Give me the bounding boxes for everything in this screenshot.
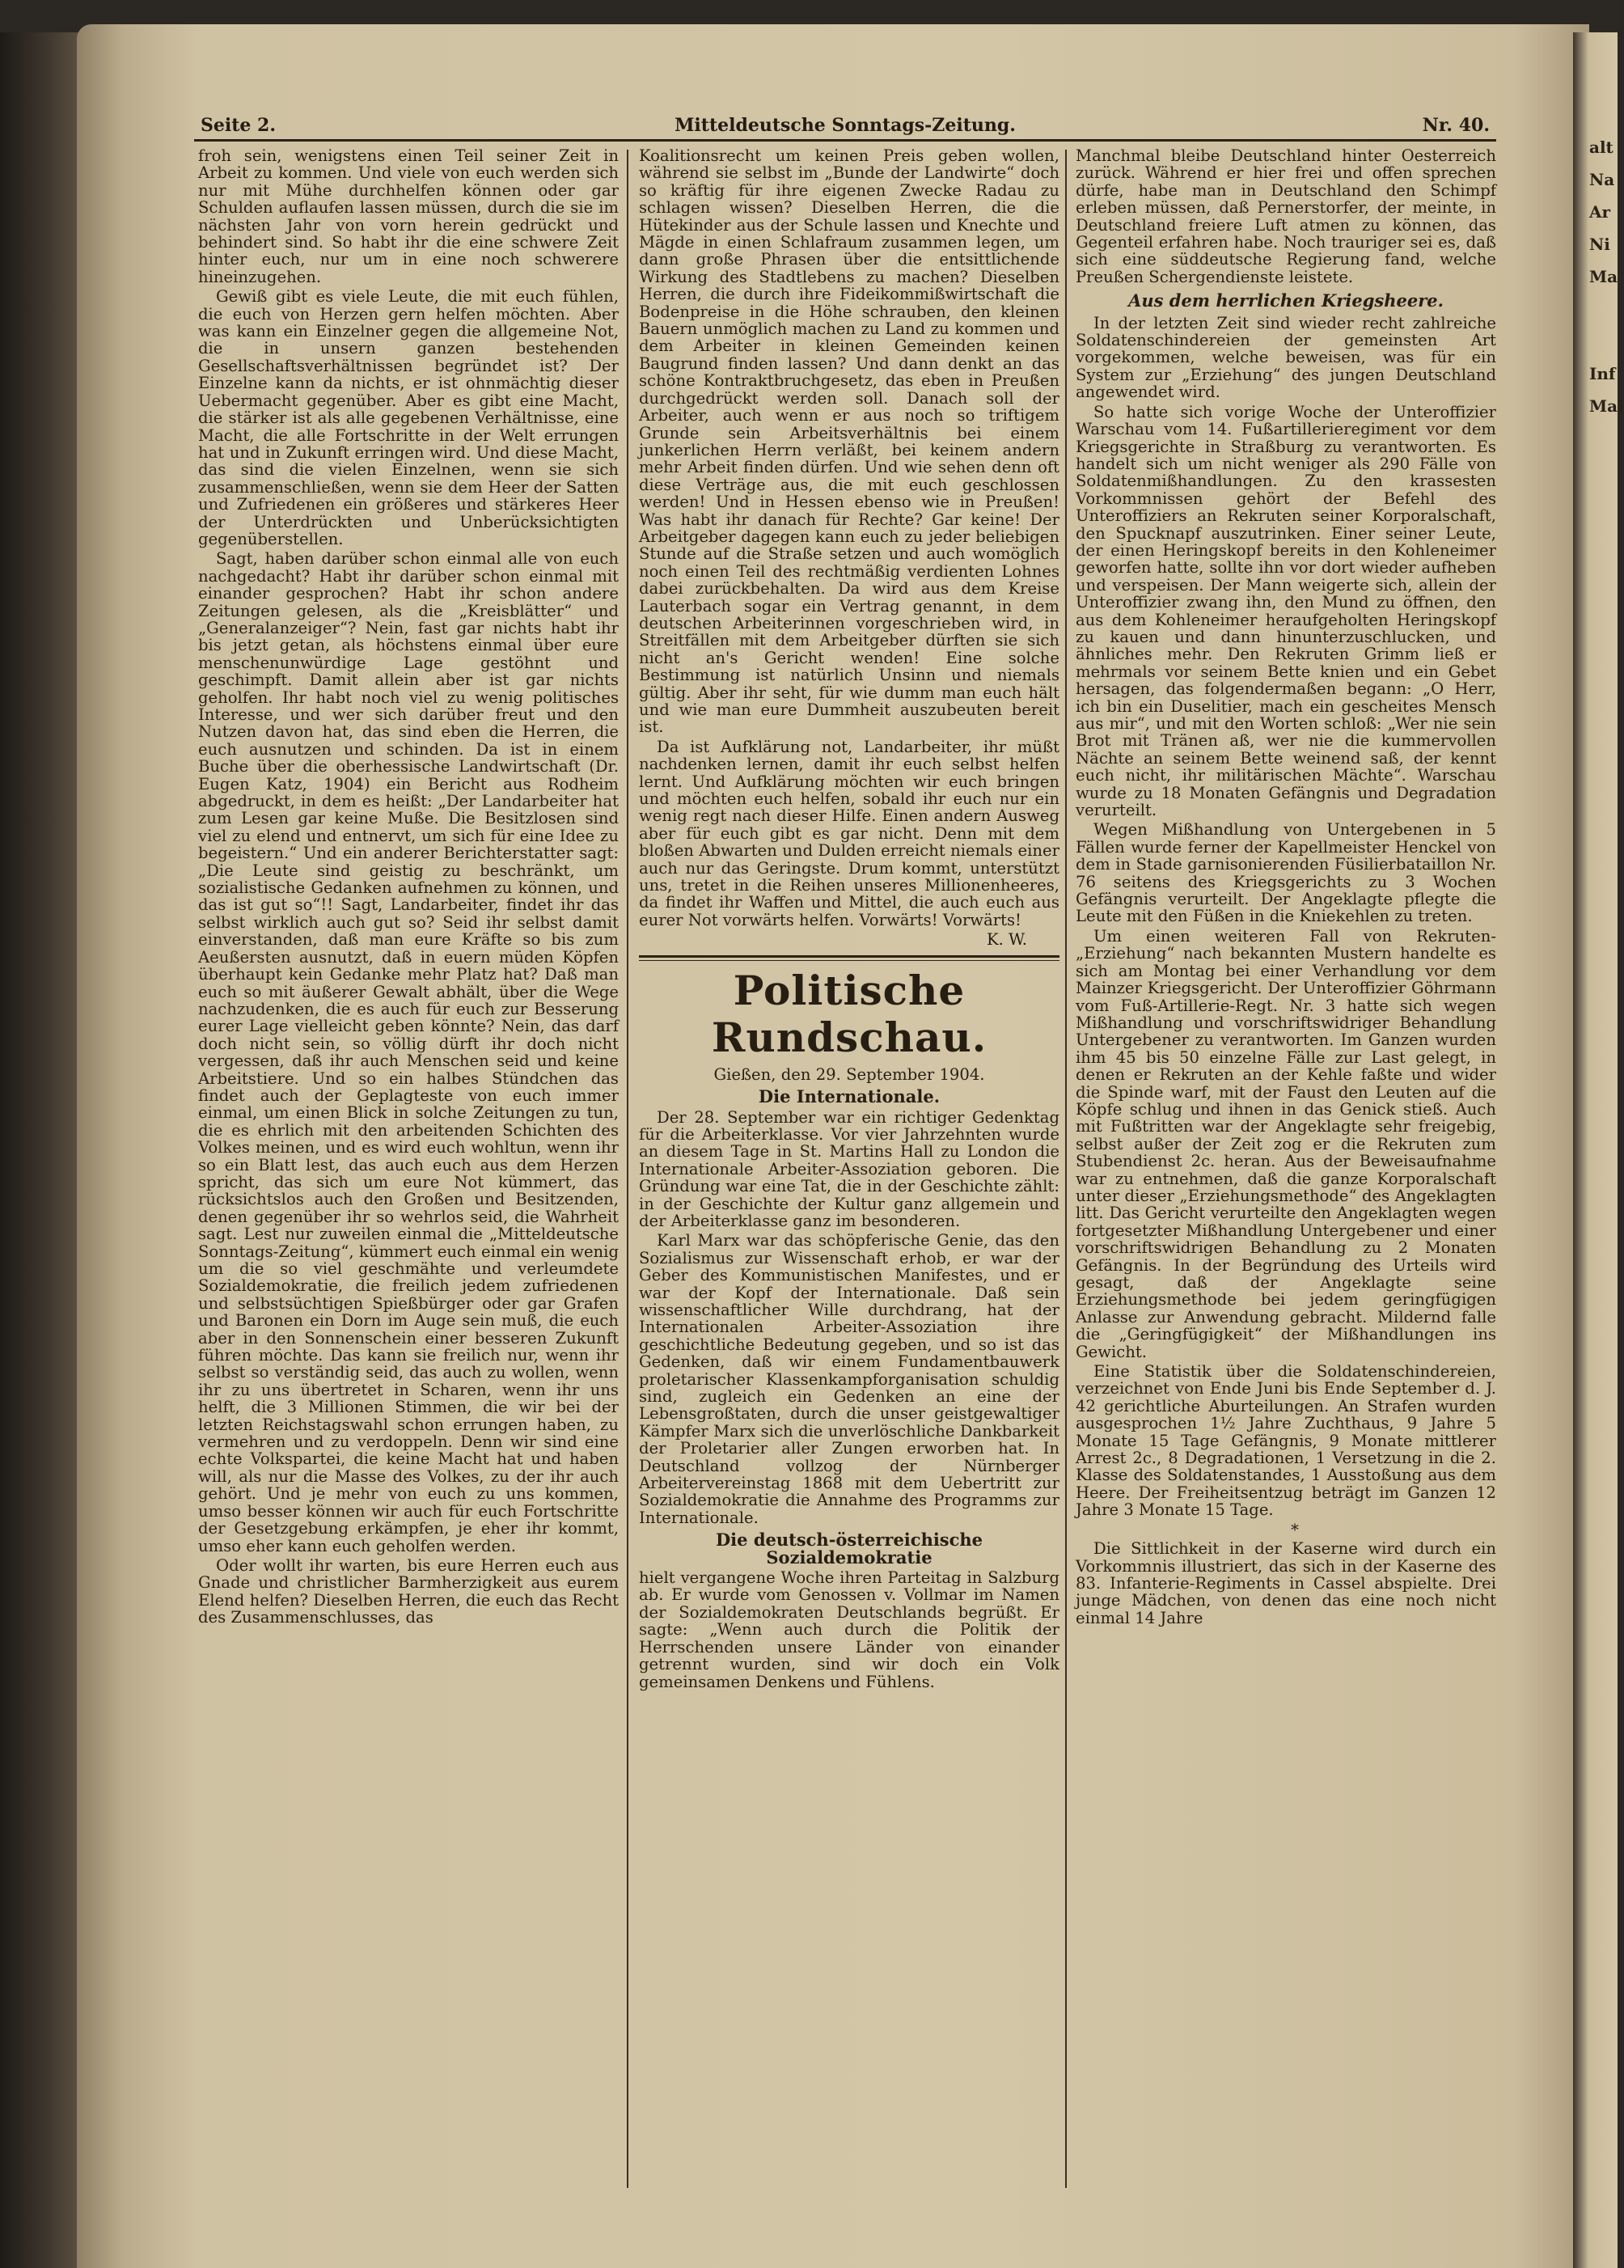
edge-fragment: Na (1589, 170, 1615, 189)
edge-fragment: alt (1589, 138, 1613, 157)
edge-fragment: Inf (1589, 364, 1616, 383)
column-rule (1065, 150, 1067, 2188)
paragraph: In der letzten Zeit sind wieder recht zahlreiche Soldatenschindereien der gemeinsten Art vorgekommen, welche beweisen, was für ein System zur „Erziehung“ des jungen Deutschland angewendet wird. (1076, 313, 1496, 402)
paragraph: Oder wollt ihr warten, bis eure Herren euch aus Gnade und christlicher Barmherzigkeit aus eurem Elend helfen? Dieselben Herren, die euch das Recht des Zusammenschlusses, das (198, 1555, 619, 1627)
paragraph: Die Sittlichkeit in der Kaserne wird durch ein Vorkommnis illustriert, das sich in der Kaserne des 83. Infanterie-Regiments in Cassel abspielte. Drei junge Mädchen, von denen das eine noch nicht einmal 14 Jahre (1076, 1539, 1496, 1627)
adjacent-page-edge (1573, 32, 1624, 2268)
paragraph: Karl Marx war das schöpferische Genie, das den Sozialismus zur Wissenschaft erhob, er war der Geber des Kommunistischen Manifestes, und er war der Kopf der Internationale. Daß sein wissenschaftlicher Wille durchdrang, hat der Internationalen Arbeiter-Assoziation ihre geschichtliche Bedeutung gegeben, und so ist das Gedenken, daß wir einem Fundamentbauwerk proletarischer Klassenkampforganisation schuldig sind, zugleich ein Gedenken an eine der Lebensgroßtaten, durch die unser geistgewaltiger Kämpfer Marx sich die unverlöschliche Dankbarkeit der Proletarier aller Zungen erworben hat. In Deutschland vollzog der Nürnberger Arbeitervereinstag 1868 mit dem Uebertritt zur Sozialdemokratie die Annahme des Programms zur Internationale. (639, 1231, 1059, 1527)
article-heading: Die Internationale. (758, 1086, 941, 1107)
section-separator-star: * (1291, 1520, 1299, 1539)
header-rule (194, 139, 1496, 142)
paragraph: Der 28. September war ein richtiger Gedenktag für die Arbeiterklasse. Vor vier Jahrzehnten wurde an diesem Tage in St. Martins Hall zu London die Internationale Arbeiter-Assoziation geboren. Die Gründung war eine Tat, die in der Geschichte zählt: in der Geschichte der Kultur ganz allgemein und der Arbeiterklasse ganz im besonderen. (639, 1107, 1059, 1230)
paragraph: Wegen Mißhandlung von Untergebenen in 5 Fällen wurde ferner der Kapellmeister Henckel von dem in Stade garnisonierenden Füsilierbataillon Nr. 76 seitens des Kriegsgerichts zu 3 Wochen Gefängnis verurteilt. Der Angeklagte pflegte die Leute mit den Füßen in die Kniekehlen zu treten. (1076, 820, 1496, 926)
issue-number: Nr. 40. (1422, 115, 1490, 136)
column-3 (1076, 147, 1496, 2194)
paragraph: froh sein, wenigstens einen Teil seiner Zeit in Arbeit zu kommen. Und viele von euch werden sich nur mit Mühe durchhelfen können oder gar Schulden auflaufen lassen müssen, durch die sie im nächsten Jahr von vorn herein gedrückt und behindert sind. So habt ihr die eine schwere Zeit hinter euch, nur um in eine noch schwerere hineinzugehen. (198, 146, 619, 286)
paragraph: hielt vergangene Woche ihren Parteitag in Salzburg ab. Er wurde vom Genossen v. Vollmar im Namen der Sozialdemokraten Deutschlands begrüßt. Er sagte: „Wenn auch durch die Politik der Herrschenden unsere Länder von einander getrennt wurden, sind wir doch ein Volk gemeinsamen Denkens und Fühlens. (639, 1568, 1059, 1691)
section-divider (639, 955, 1059, 961)
edge-fragment: Mai (1589, 396, 1624, 416)
paragraph: Eine Statistik über die Soldatenschindereien, verzeichnet von Ende Juni bis Ende September d. J. 42 gerichtliche Aburteilungen. An Strafen wurden ausgesprochen 1½ Jahre Zuchthaus, 9 Jahre 5 Monate 15 Tage Gefängnis, 9 Monate mittlerer Arrest 2c., 8 Degradationen, 1 Versetzung in die 2. Klasse des Soldatenstandes, 1 Ausstoßung aus dem Heere. Der Freiheitsentzug beträgt im Ganzen 12 Jahre 3 Monate 15 Tage. (1076, 1362, 1496, 1520)
paragraph: Um einen weiteren Fall von Rekruten-„Erziehung“ nach bekannten Mustern handelte es sich am Montag bei einer Verhandlung vor dem Mainzer Kriegsgericht. Der Unteroffizier Göhrmann vom Fuß-Artillerie-Regt. Nr. 3 hatte sich wegen Mißhandlung und vorschriftswidriger Behandlung Untergebener zu verantworten. Im Ganzen wurden ihm 45 bis 50 einzelne Fälle zur Last gelegt, in denen er Rekruten an der Kehle faßte und wider die Spinde warf, mit der Faust den Leuten auf die Köpfe schlug und ihnen in das Genick stieß. Auch mit Fußtritten war der Angeklagte sehr freigebig, selbst außer der Zeit zog er die Rekruten zum Stubendienst 2c. heran. Aus der Beweisaufnahme war zu entnehmen, daß die ganze Korporalschaft unter dieser „Erziehungsmethode“ des Angeklagten litt. Das Gericht verurteilte den Angeklagten wegen fortgesetzter Mißhandlung Untergebener und einer vorschriftswidrigen Behandlung zu 2 Monaten Gefängnis. In der Begründung des Urteils wird gesagt, daß der Angeklagte seine Erziehungsmethode bei jedem geringfügigen Anlasse zur Anwendung gebracht. Mildernd falle die „Geringfügigkeit“ der Mißhandlungen ins Gewicht. (1076, 926, 1496, 1361)
article-heading: Die deutsch-österreichische Sozialdemokratie (715, 1530, 983, 1568)
edge-fragment: Ni (1589, 235, 1610, 254)
page-number: Seite 2. (201, 115, 277, 136)
column-2 (639, 147, 1059, 2194)
author-signature: K. W. (986, 930, 1027, 950)
edge-fragment: Ma (1589, 267, 1618, 286)
paragraph: Sagt, haben darüber schon einmal alle von euch nachgedacht? Habt ihr darüber schon einmal mit einander gesprochen? Habt ihr schon andere Zeitungen gelesen, als die „Kreisblätter“ und „Generalanzeiger“? Nein, fast gar nichts habt ihr bis jetzt getan, als höchstens einmal über eure menschenunwürdige Lage gestöhnt und geschimpft. Damit allein aber ist gar nichts geholfen. Ihr habt noch viel zu wenig politisches Interesse, und wer sich darüber freut und den Nutzen davon hat, das sind eben die Herren, die euch ausnutzen und schinden. Da ist in einem Buche über die oberhessische Landwirtschaft (Dr. Eugen Katz, 1904) ein Bericht aus Rodheim abgedruckt, in dem es heißt: „Der Landarbeiter hat zum Lesen gar keine Muße. Die Besitzlosen sind viel zu elend und entnervt, um sich für eine Idee zu begeistern.“ Und ein anderer Berichterstatter sagt: „Die Leute sind geistig zu beschränkt, um sozialistische Gedanken aufnehmen zu können, und das ist gut so“!! Sagt, Landarbeiter, findet ihr das selbst wirklich auch gut so? Seid ihr selbst damit einverstanden, daß man eure Kräfte so bis zum Aeußersten ausnutzt, daß in euern müden Köpfen überhaupt kein Gedanke mehr Platz hat? Daß man euch so mit äußerer Gewalt abhält, über die Wege nachzudenken, die es auch für euch zur Besserung eurer Lage vielleicht geben könnte? Nein, das darf doch nicht sein, so völlig dürft ihr doch nicht vergessen, daß ihr auch Menschen seid und keine Arbeitstiere. Und so ein halbes Stündchen das findet auch der Geplagteste von euch immer einmal, um einen Blick in solche Zeitungen zu tun, die es ehrlich mit den arbeitenden Schichten des Volkes meinen, und es wird euch wohltun, wenn ihr so ein Blatt lest, das auch euch aus dem Herzen spricht, das sich um eure Not kümmert, das rücksichtslos auch den Großen und Besitzenden, denen gegenüber ihr so wehrlos seid, die Wahrheit sagt. Lest nur zuweilen einmal die „Mitteldeutsche Sonntags-Zeitung“, kümmert euch einmal ein wenig um die so viel geschmähte und verleumdete Sozialdemokratie, die freilich jedem zufriedenen und selbstsüchtigen Spießbürger oder gar Grafen und Baronen ein Dorn im Auge sein muß, die euch aber in den Sonnenschein einer besseren Zukunft führen möchte. Das kann sie freilich nur, wenn ihr selbst so verständig seid, das auch zu wollen, wenn ihr zu uns übertretet in Scharen, wenn ihr uns helft, die 3 Millionen Stimmen, die wir bei der letzten Reichstagswahl schon errungen haben, zu vermehren und zu verdoppeln. Denn wir sind eine echte Volkspartei, die keine Macht hat und haben will, als nur die Masse des Volkes, zu der ihr auch gehört. Und je mehr von euch zu uns kommen, umso besser können wir auch für euch Fortschritte der Gesetzgebung erkämpfen, je eher ihr kommt, umso eher kann euch geholfen werden. (198, 549, 619, 1555)
section-masthead: Politische Rundschau. (711, 966, 988, 1061)
paragraph: Koalitionsrecht um keinen Preis geben wollen, während sie selbst im „Bunde der Landwirte“ doch so kräftig für ihre eigenen Zwecke Radau zu schlagen wissen? Dieselben Herren, die die Hütekinder aus der Schule lassen und Knechte und Mägde in einen Schlafraum zusammen legen, um dann große Phrasen über die entsittlichende Wirkung des Stadtlebens zu machen? Dieselben Herren, die durch ihre Fideikommißwirtschaft die Bodenpreise in die Höhe schrauben, den kleinen Bauern unmöglich machen zu Land zu kommen und dem Arbeiter in kleinen Gemeinden keinen Baugrund finden lassen? Und dann denkt an das schöne Kontraktbruchgesetz, das eben in Preußen durchgedrückt werden soll. Danach soll der Arbeiter, auch wenn er aus noch so triftigem Grunde sein Arbeitsverhältnis bei einem junkerlichen Herrn verläßt, bei keinem andern mehr Arbeit finden dürfen. Und wie sehen denn oft diese Verträge aus, die mit euch geschlossen werden! Und in Hessen ebenso wie in Preußen! Was habt ihr danach für Rechte? Gar keine! Der Arbeitgeber dagegen kann euch zu jeder beliebigen Stunde auf die Straße setzen und auch womöglich noch einen Teil des rechtmäßig verdienten Lohnes dabei zurückbehalten. Da wird aus dem Kreise Lauterbach sogar ein Vertrag genannt, in dem deutschen Arbeiterinnen vorgeschrieben wird, in Streitfällen mit dem Arbeitgeber dürften sie sich nicht an's Gericht wenden! Eine solche Bestimmung ist natürlich Unsinn und niemals gültig. Aber ihr seht, für wie dumm man euch hält und wie man eure Dummheit auszubeuten bereit ist. (639, 146, 1059, 737)
column-1 (198, 147, 619, 2194)
paragraph: Da ist Aufklärung not, Landarbeiter, ihr müßt nachdenken lernen, damit ihr euch selbst helfen lernt. Und Aufklärung möchten wir euch bringen und möchten euch helfen, sobald ihr euch nur ein wenig regt nach dieser Hilfe. Einen andern Ausweg aber für euch gibt es gar nicht. Denn mit dem bloßen Abwarten und Dulden erreicht niemals einer auch nur das Geringste. Drum kommt, unterstützt uns, tretet in die Reihen unseres Millionenheeres, da findet ihr Waffen und Mittel, die auch euch aus eurer Not vorwärts helfen. Vorwärts! Vorwärts! (639, 737, 1059, 929)
dateline: Gießen, den 29. September 1904. (713, 1064, 985, 1084)
edge-fragment: Ar (1589, 202, 1611, 222)
column-rule (627, 150, 628, 2188)
article-heading: Aus dem herrlichen Kriegsheere. (1128, 290, 1444, 311)
newspaper-title: Mitteldeutsche Sonntags-Zeitung. (675, 115, 1016, 136)
paragraph: So hatte sich vorige Woche der Unteroffizier Warschau vom 14. Fußartillerieregiment vor dem Kriegsgerichte in Straßburg zu verantworten. Es handelt sich um nicht weniger als 290 Fälle von Soldatenmißhandlungen. Zu den krassesten Vorkommnissen gehört der Befehl des Unteroffiziers an Rekruten seiner Korporalschaft, den Spucknapf auszutrinken. Einer seiner Leute, der einen Heringskopf bereits in den Kohleneimer geworfen hatte, sollte ihn vor dort wieder aufheben und verspeisen. Der Mann weigerte sich, allein der Unteroffizier zwang ihn, den Mund zu öffnen, den aus dem Kohleneimer heraufgeholten Heringskopf zu kauen und dann hinunterzuschlucken, und ähnliches mehr. Den Rekruten Grimm ließ er mehrmals vor seinem Bette knien und ein Gebet hersagen, das folgendermaßen begann: „O Herr, ich bin ein Duselitier, mach ein gescheites Mensch aus mir“, und mit den Worten schloß: „Wer nie sein Brot mit Tränen aß, wer nie die kummervollen Nächte an seinem Bette weinend saß, der kennt euch nicht, ihr militärischen Mächte“. Warschau wurde zu 18 Monaten Gefängnis und Degradation verurteilt. (1076, 402, 1496, 820)
paragraph: Manchmal bleibe Deutschland hinter Oesterreich zurück. Während er hier frei und offen sprechen dürfe, habe man in Deutschland den Schimpf erleben müssen, daß Pernerstorfer, der meinte, in Deutschland freiere Luft atmen zu können, das Gegenteil erfahren habe. Noch trauriger sei es, daß sich eine süddeutsche Regierung fand, welche Preußen Schergendienste leistete. (1076, 146, 1496, 286)
paragraph: Gewiß gibt es viele Leute, die mit euch fühlen, die euch von Herzen gern helfen möchten. Aber was kann ein Einzelner gegen die allgemeine Not, die in unsern ganzen bestehenden Gesellschaftsverhältnissen begründet ist? Der Einzelne kann da nichts, er ist ohnmächtig dieser Uebermacht gegenüber. Aber es gibt eine Macht, die stärker ist als alle gegebenen Verhältnisse, eine Macht, die alle Fortschritte in der Welt errungen hat und in Zukunft erringen wird. Und diese Macht, das sind die vielen Einzelnen, wenn sie sich zusammenschließen, wenn sie dem Heer der Satten und Zufriedenen ein größeres und stärkeres Heer der Unterdrückten und Unberücksichtigten gegenüberstellen. (198, 287, 619, 548)
